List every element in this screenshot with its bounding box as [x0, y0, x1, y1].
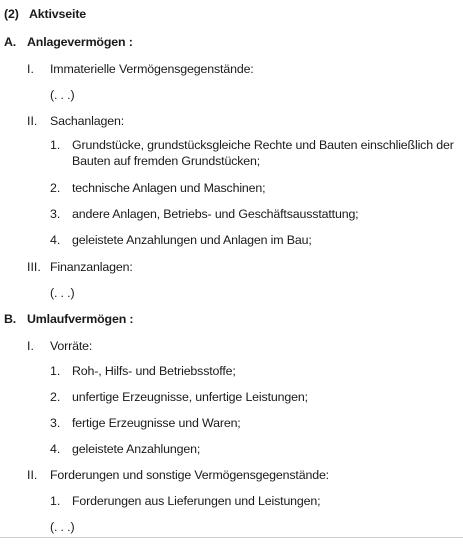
section-title: Aktivseite — [29, 7, 87, 21]
list-number: 2. — [50, 390, 61, 404]
list-item-text: geleistete Anzahlungen und Anlagen im Bau; — [72, 233, 312, 247]
list-item-text: Roh-, Hilfs- und Betriebsstoffe; — [72, 364, 236, 378]
roman-numeral: II. — [27, 114, 38, 128]
list-item-text: Grundstücke, grundstücksgleiche Rechte und Bauten einschließlich der Bauten auf fremden Grundstücken; — [72, 138, 454, 168]
list-item-text: geleistete Anzahlungen; — [72, 442, 201, 456]
roman-numeral: III. — [27, 260, 41, 274]
item-title: Finanzanlagen: — [50, 260, 133, 274]
section-number: (2) — [4, 7, 19, 21]
list-number: 4. — [50, 442, 61, 456]
list-number: 1. — [50, 138, 61, 152]
roman-numeral: II. — [27, 468, 38, 482]
group-title-a: Anlagevermögen : — [27, 35, 133, 49]
group-letter-a: A. — [4, 35, 17, 49]
roman-numeral: I. — [27, 339, 34, 353]
item-title: Forderungen und sonstige Vermögensgegenstände: — [50, 468, 329, 482]
list-number: 1. — [50, 494, 61, 508]
group-title-b: Umlaufvermögen : — [27, 312, 134, 326]
group-letter-b: B. — [4, 312, 17, 326]
ellipsis: (. . .) — [50, 286, 75, 300]
list-item-text: Forderungen aus Lieferungen und Leistungen; — [72, 494, 321, 508]
list-item-text: andere Anlagen, Betriebs- und Geschäftsausstattung; — [72, 207, 359, 221]
list-item-text: fertige Erzeugnisse und Waren; — [72, 416, 241, 430]
list-number: 1. — [50, 364, 61, 378]
list-number: 3. — [50, 207, 61, 221]
item-title: Immaterielle Vermögensgegenstände: — [50, 62, 254, 76]
item-title: Vorräte: — [50, 339, 93, 353]
ellipsis: (. . .) — [50, 520, 75, 534]
list-number: 3. — [50, 416, 61, 430]
list-number: 4. — [50, 233, 61, 247]
list-item-text: technische Anlagen und Maschinen; — [72, 181, 266, 195]
roman-numeral: I. — [27, 62, 34, 76]
list-item-text: unfertige Erzeugnisse, unfertige Leistungen; — [72, 390, 308, 404]
item-title: Sachanlagen: — [50, 114, 124, 128]
list-number: 2. — [50, 181, 61, 195]
bottom-divider — [0, 537, 463, 538]
ellipsis: (. . .) — [50, 88, 75, 102]
